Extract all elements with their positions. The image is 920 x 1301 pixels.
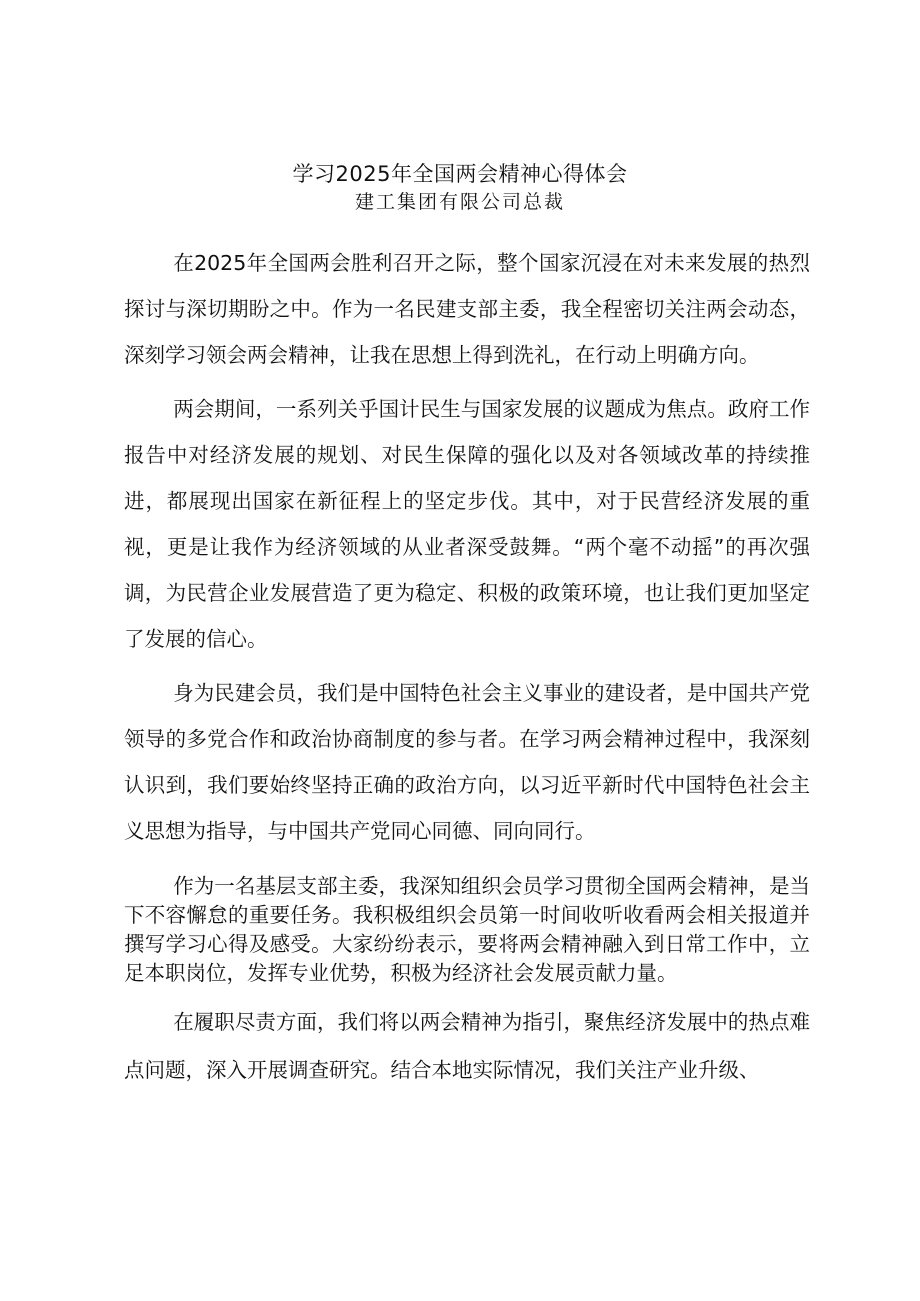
document-subtitle: 建工集团有限公司总裁	[354, 191, 565, 213]
paragraph-text: 在2025年全国两会胜利召开之际，整个国家沉浸在对未来发展的热烈探讨与深切期盼之中。作为一名民建支部主委，我全程密切关注两会动态，深刻学习领会两会精神，让我在思想上得到洗礼，在行动上明确方向。	[124, 251, 810, 367]
paragraph-text: 身为民建会员，我们是中国特色社会主义事业的建设者，是中国共产党领导的多党合作和政治协商制度的参与者。在学习两会精神过程中，我深刻认识到，我们要始终坚持正确的政治方向，以习近平新时代中国特色社会主义思想为指导，与中国共产党同心同德、同向同行。	[124, 681, 810, 843]
paragraph-text: 两会期间，一系列关乎国计民生与国家发展的议题成为焦点。政府工作报告中对经济发展的规划、对民生保障的强化以及对各领域改革的持续推进，都展现出国家在新征程上的坚定步伐。其中，对于民营经济发展的重视，更是让我作为经济领域的从业者深受鼓舞。“两个毫不动摇”的再次强调，为民营企业发展营造了更为稳定、积极的政策环境，也让我们更加坚定了发展的信心。	[124, 397, 810, 651]
document-title: 学习2025年全国两会精神心得体会	[292, 162, 628, 186]
paragraph-text: 作为一名基层支部主委，我深知组织会员学习贯彻全国两会精神，是当下不容懈怠的重要任务。我积极组织会员第一时间收听收看两会相关报道并撰写学习心得及感受。大家纷纷表示，要将两会精神融入到日常工作中，立足本职岗位，发挥专业优势，积极为经济社会发展贡献力量。	[124, 874, 810, 985]
paragraph-3	[124, 670, 810, 854]
paragraph-2	[124, 386, 810, 662]
paragraph-text: 在履职尽责方面，我们将以两会精神为指引，聚焦经济发展中的热点难点问题，深入开展调查研究。结合本地实际情况，我们关注产业升级、	[124, 1010, 810, 1082]
paragraph-5	[124, 998, 810, 1094]
paragraph-1	[124, 240, 810, 378]
paragraph-4	[124, 872, 810, 988]
